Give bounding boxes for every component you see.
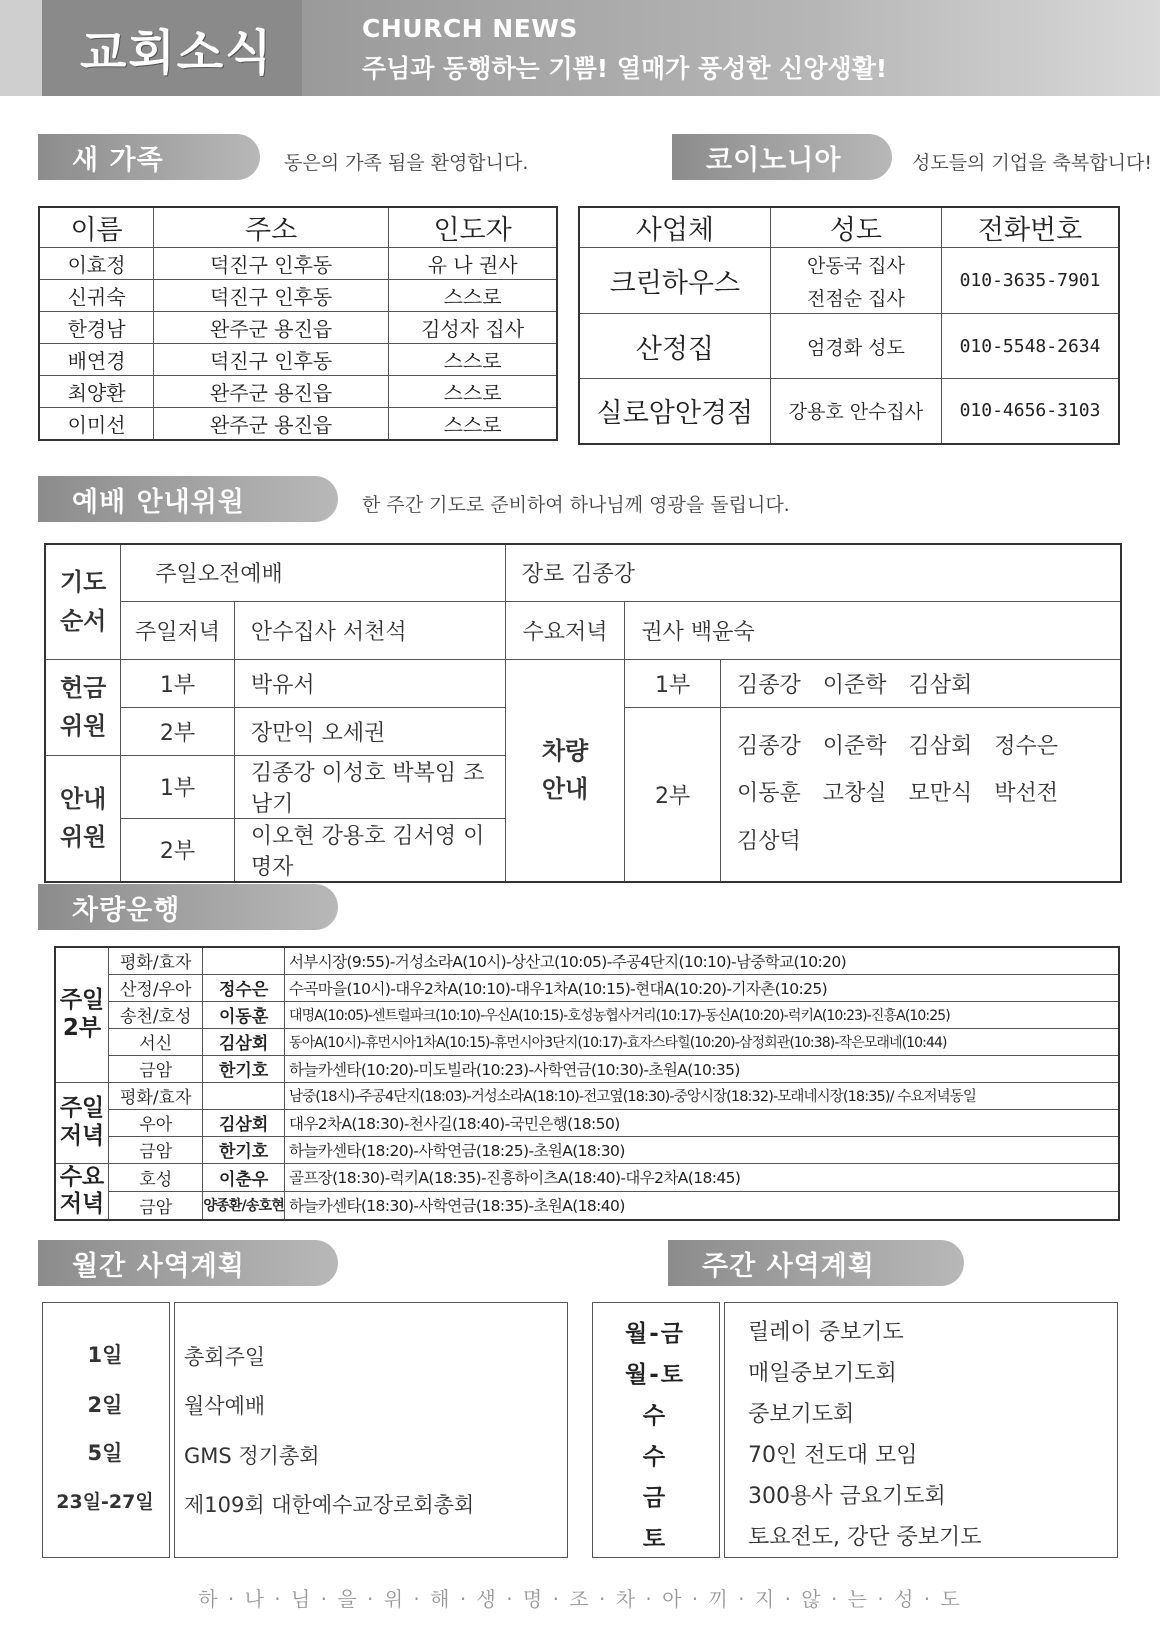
bus-driver: 양종환/송호현	[203, 1191, 285, 1219]
weekly-item: 300용사 금요기도회	[748, 1484, 946, 1509]
weekly-day: 월-금	[625, 1321, 685, 1347]
bus-driver: 김삼회	[203, 1109, 285, 1136]
monthly-item: 총회주일	[184, 1345, 266, 1369]
weekly-day: 토	[642, 1526, 668, 1552]
cell-phone: 010-3635-7901	[942, 248, 1119, 314]
table-row	[45, 659, 1121, 707]
cell-address: 덕진구 인후동	[154, 344, 389, 376]
koinonia-title: 코이노니아	[706, 144, 842, 176]
table-row	[55, 947, 1119, 974]
bus-area: 금암	[109, 1191, 203, 1219]
header-title-block	[42, 0, 302, 96]
cell-member	[770, 248, 941, 314]
monthly-date: 23일-27일	[56, 1491, 154, 1513]
bus-area: 금암	[109, 1136, 203, 1163]
table-row	[39, 344, 557, 376]
new-family-note: 동은의 가족 됨을 환영합니다.	[284, 152, 529, 174]
cell-address: 덕진구 인후동	[154, 248, 389, 280]
usher-2-part: 2부	[121, 818, 235, 882]
cell-phone: 010-4656-3103	[942, 379, 1119, 444]
footer-motto: 하 · 나 · 님 · 을 · 위 · 해 · 생 · 명 · 조 · 차 · 아 · 끼 · 지 · 않 · 는 · 성 · 도	[198, 1587, 962, 1611]
wed-label: 수요저녁	[505, 601, 625, 659]
bus-driver: 이동훈	[203, 1001, 285, 1028]
koinonia-note: 성도들의 기업을 축복합니다!	[912, 152, 1152, 174]
bus-route: 대우2차A(18:30)-천사길(18:40)-국민은행(18:50)	[284, 1109, 1119, 1136]
cell-business: 실로암안경점	[579, 379, 770, 444]
col-header-business: 사업체	[579, 207, 770, 248]
car-2-part: 2부	[625, 707, 721, 882]
monthly-item: 월삭예배	[184, 1394, 266, 1418]
cell-address: 완주군 용진읍	[154, 408, 389, 440]
table-row	[39, 248, 557, 280]
header-banner	[302, 0, 1160, 96]
usher-label: 안내 위원	[45, 755, 121, 882]
weekly-item: 릴레이 중보기도	[748, 1320, 904, 1345]
bus-table	[54, 946, 1120, 1221]
bus-route: 남중(18시)-주공4단지(18:03)-거성소라A(18:10)-전고옆(18:30)-중앙시장(18:32)-모래네시장(18:35)/ 수요저녁동일	[284, 1082, 1119, 1109]
weekly-day: 금	[642, 1485, 668, 1511]
bus-route: 하늘카센타(18:30)-사학연금(18:35)-초원A(18:40)	[284, 1191, 1119, 1219]
weekly-item: 매일중보기도회	[748, 1361, 897, 1386]
usher-1-names: 김종강 이성호 박복임 조남기	[234, 755, 505, 818]
monthly-date: 1일	[87, 1343, 123, 1367]
header-en-title: CHURCH NEWS	[362, 14, 578, 43]
offering-1-part: 1부	[121, 659, 235, 707]
bus-driver: 이춘우	[203, 1163, 285, 1191]
header-accent	[0, 0, 42, 96]
cell-guide: 스스로	[389, 344, 557, 376]
cell-guide: 유 나 권사	[389, 248, 557, 280]
table-row	[39, 312, 557, 344]
car-2-line: 김종강 이준학 김삼회 정수은	[737, 734, 1059, 760]
cell-name: 최양환	[39, 376, 154, 408]
worship-heading	[38, 476, 338, 522]
bus-route: 하늘카센타(18:20)-사학연금(18:25)-초원A(18:30)	[284, 1136, 1119, 1163]
weekly-day: 수	[642, 1444, 668, 1470]
worship-note: 한 주간 기도로 준비하여 하나님께 영광을 돌립니다.	[362, 494, 790, 516]
bus-area: 평화/효자	[109, 947, 203, 974]
table-header-row	[39, 207, 557, 248]
worship-title: 예배 안내위원	[72, 486, 245, 518]
usher-1-part: 1부	[121, 755, 235, 818]
car-2-names	[721, 707, 1122, 882]
cell-name: 신귀숙	[39, 280, 154, 312]
monthly-heading	[38, 1240, 338, 1286]
weekly-item: 중보기도회	[748, 1402, 855, 1427]
col-header-member: 성도	[770, 207, 941, 248]
table-row	[55, 1055, 1119, 1082]
table-row	[55, 1001, 1119, 1028]
table-row	[55, 974, 1119, 1001]
bus-driver	[203, 1082, 285, 1109]
table-row	[55, 1028, 1119, 1055]
cell-address: 덕진구 인후동	[154, 280, 389, 312]
bus-driver: 정수은	[203, 974, 285, 1001]
car-2-line: 이동훈 고창실 모만식 박선전	[737, 781, 1059, 807]
bus-group-label: 주일 저녁	[55, 1082, 109, 1163]
car-label: 차량 안내	[505, 659, 625, 882]
header-slogan: 주님과 동행하는 기쁨! 열매가 풍성한 신앙생활!	[362, 54, 888, 83]
table-row	[55, 1191, 1119, 1219]
offering-2-part: 2부	[121, 707, 235, 755]
offering-2-names: 장만익 오세권	[234, 707, 505, 755]
prayer-label: 기도 순서	[45, 544, 121, 659]
cell-name: 이미선	[39, 408, 154, 440]
car-1-part: 1부	[625, 659, 721, 707]
sun-pm-name: 안수집사 서천석	[234, 601, 505, 659]
monthly-date: 5일	[87, 1441, 123, 1465]
cell-name: 한경남	[39, 312, 154, 344]
bus-area: 서신	[109, 1028, 203, 1055]
bus-area: 평화/효자	[109, 1082, 203, 1109]
bus-route: 골프장(18:30)-럭키A(18:35)-진흥하이츠A(18:40)-대우2차A(18:45)	[284, 1163, 1119, 1191]
cell-name: 이효정	[39, 248, 154, 280]
usher-2-names: 이오현 강용호 김서영 이명자	[234, 818, 505, 882]
bus-driver: 한기호	[203, 1055, 285, 1082]
monthly-date: 2일	[87, 1393, 123, 1417]
bus-route: 하늘카센타(10:20)-미도빌라(10:23)-사학연금(10:30)-초원A(10:35)	[284, 1055, 1119, 1082]
table-row	[579, 248, 1119, 314]
cell-phone: 010-5548-2634	[942, 314, 1119, 379]
bus-driver: 김삼회	[203, 1028, 285, 1055]
bus-group-label: 수요 저녁	[55, 1163, 109, 1220]
weekly-title: 주간 사역계획	[702, 1250, 875, 1282]
weekly-item: 토요전도, 강단 중보기도	[748, 1525, 982, 1550]
bus-area: 산정/우아	[109, 974, 203, 1001]
table-row	[579, 314, 1119, 379]
weekly-item: 70인 전도대 모임	[748, 1443, 918, 1468]
bus-driver	[203, 947, 285, 974]
new-family-heading	[38, 134, 260, 180]
cell-address: 완주군 용진읍	[154, 312, 389, 344]
koinonia-heading	[672, 134, 892, 180]
col-header-name: 이름	[39, 207, 154, 248]
sun-am-name-text: 장로 김종강	[521, 562, 636, 588]
cell-guide: 스스로	[389, 408, 557, 440]
table-row	[579, 379, 1119, 444]
bus-route: 서부시장(9:55)-거성소라A(10시)-상산고(10:05)-주공4단지(10:10)-남중학교(10:20)	[284, 947, 1119, 974]
col-header-phone: 전화번호	[942, 207, 1119, 248]
table-row	[39, 280, 557, 312]
car-1-names: 김종강 이준학 김삼회	[721, 659, 1122, 707]
member-line: 안동국 집사	[806, 254, 905, 277]
bus-title: 차량운행	[72, 894, 181, 926]
page-header	[0, 0, 1160, 96]
offering-label: 헌금 위원	[45, 659, 121, 755]
bus-group-label: 주일 2부	[55, 947, 109, 1082]
monthly-item: 제109회 대한예수교장로회총회	[184, 1493, 475, 1517]
koinonia-table	[578, 206, 1120, 445]
sun-am-label: 주일오전예배	[121, 544, 506, 601]
table-row	[55, 1109, 1119, 1136]
weekly-heading	[668, 1240, 964, 1286]
cell-member: 강용호 안수집사	[770, 379, 941, 444]
cell-business: 크린하우스	[579, 248, 770, 314]
car-2-line: 김상덕	[737, 828, 801, 854]
cell-member: 엄경화 성도	[770, 314, 941, 379]
bus-area: 우아	[109, 1109, 203, 1136]
page-title: 교회소식	[80, 24, 274, 81]
table-header-row	[579, 207, 1119, 248]
table-row	[39, 408, 557, 440]
weekly-day: 월-토	[625, 1362, 685, 1388]
member-line: 전점순 집사	[806, 287, 905, 310]
cell-name: 배연경	[39, 344, 154, 376]
col-header-address: 주소	[154, 207, 389, 248]
cell-business: 산정집	[579, 314, 770, 379]
table-row	[55, 1163, 1119, 1191]
weekly-day: 수	[642, 1403, 668, 1429]
table-row	[55, 1082, 1119, 1109]
monthly-item: GMS 정기총회	[184, 1444, 320, 1468]
bus-heading	[38, 884, 338, 930]
bus-route: 수곡마을(10시)-대우2차A(10:10)-대우1차A(10:15)-현대A(10:20)-기자촌(10:25)	[284, 974, 1119, 1001]
bus-driver: 한기호	[203, 1136, 285, 1163]
new-family-title: 새 가족	[72, 144, 164, 176]
sun-am-name	[505, 544, 1121, 601]
monthly-title: 월간 사역계획	[72, 1250, 245, 1282]
cell-guide: 김성자 집사	[389, 312, 557, 344]
col-header-guide: 인도자	[389, 207, 557, 248]
table-row	[55, 1136, 1119, 1163]
offering-1-names: 박유서	[234, 659, 505, 707]
cell-address: 완주군 용진읍	[154, 376, 389, 408]
bus-route: 대명A(10:05)-센트럴파크(10:10)-우신A(10:15)-호성농협사거리(10:17)-동신A(10:20)-럭키A(10:23)-진흥A(10:25)	[284, 1001, 1119, 1028]
cell-guide: 스스로	[389, 280, 557, 312]
table-row	[45, 601, 1121, 659]
worship-table	[44, 543, 1122, 883]
table-row	[45, 544, 1121, 601]
bus-area: 호성	[109, 1163, 203, 1191]
sun-pm-label: 주일저녁	[121, 601, 235, 659]
wed-name: 권사 백윤숙	[625, 601, 1121, 659]
table-row	[39, 376, 557, 408]
bus-route: 동아A(10시)-휴먼시아1차A(10:15)-휴먼시아3단지(10:17)-효자스타힐(10:20)-삼정회관(10:38)-작은모래네(10:44)	[284, 1028, 1119, 1055]
new-family-table	[38, 206, 558, 441]
cell-guide: 스스로	[389, 376, 557, 408]
bus-area: 송천/호성	[109, 1001, 203, 1028]
bus-area: 금암	[109, 1055, 203, 1082]
